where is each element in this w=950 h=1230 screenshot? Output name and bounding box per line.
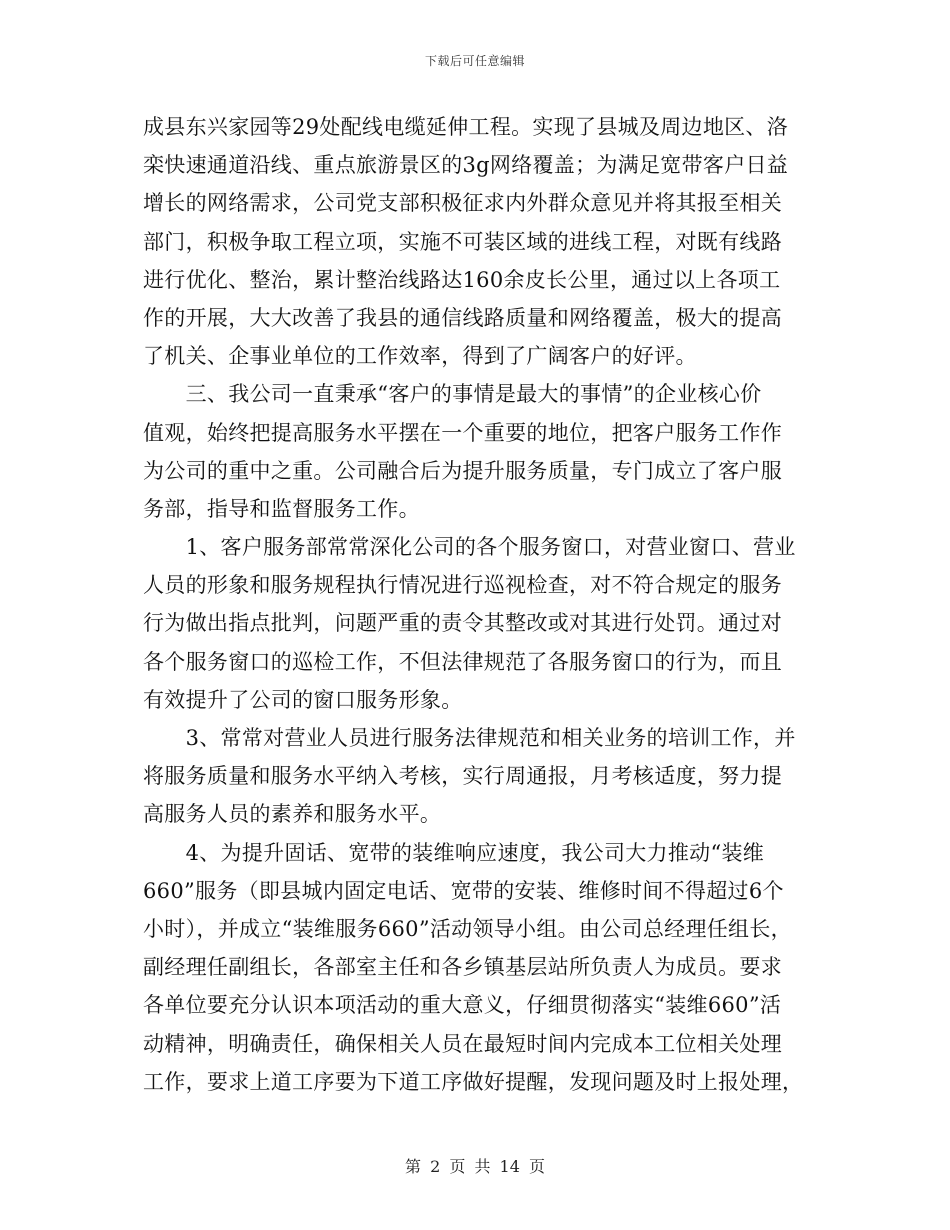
text-line: 4、为提升固话、宽带的装维响应速度，我公司大力推动“装维: [143, 840, 765, 865]
text-line: 1、客户服务部常常深化公司的各个服务窗口，对营业窗口、营业: [143, 535, 796, 560]
text-line: 人员的形象和服务规程执行情况进行巡视检查，对不符合规定的服务: [143, 573, 782, 598]
text-line: 动精神，明确责任，确保相关人员在最短时间内完成本工位相关处理: [143, 1031, 782, 1056]
text-line: 660”服务（即县城内固定电话、宽带的安装、维修时间不得超过6个: [143, 878, 784, 903]
text-line: 工作，要求上道工序要为下道工序做好提醒，发现问题及时上报处理，: [143, 1069, 804, 1094]
text-line: 增长的网络需求，公司党支部积极征求内外群众意见并将其报至相关: [143, 191, 782, 216]
text-line: 栾快速通道沿线、重点旅游景区的3g网络覆盖；为满足宽带客户日益: [143, 153, 789, 178]
text-line: 各单位要充分认识本项活动的重大意义，仔细贯彻落实“装维660”活: [143, 993, 782, 1018]
text-line: 行为做出指点批判，问题严重的责令其整改或对其进行处罚。通过对: [143, 611, 782, 636]
page-header: 下载后可任意编辑: [424, 54, 525, 68]
text-line: 副经理任副组长，各部室主任和各乡镇基层站所负责人为成员。要求: [143, 955, 782, 980]
text-line: 值观，始终把提高服务水平摆在一个重要的地位，把客户服务工作作: [143, 420, 782, 445]
body-text: [143, 108, 819, 1101]
page-number-footer: 第 2 页 共 14 页: [405, 1157, 545, 1176]
text-line: 小时），并成立“装维服务660”活动领导小组。由公司总经理任组长，: [143, 916, 792, 941]
text-line: 有效提升了公司的窗口服务形象。: [143, 687, 463, 712]
text-line: 各个服务窗口的巡检工作，不但法律规范了各服务窗口的行为，而且: [143, 649, 782, 674]
text-line: 3、常常对营业人员进行服务法律规范和相关业务的培训工作，并: [143, 726, 796, 750]
text-line: 作的开展，大大改善了我县的通信线路质量和网络覆盖，极大的提高: [143, 305, 782, 330]
text-line: 了机关、企事业单位的工作效率，得到了广阔客户的好评。: [143, 344, 697, 369]
text-line: 进行优化、整治，累计整治线路达160余皮长公里，通过以上各项工: [143, 267, 781, 292]
text-line: 成县东兴家园等29处配线电缆延伸工程。实现了县城及周边地区、洛: [143, 115, 789, 139]
text-line: 高服务人员的素养和服务水平。: [143, 802, 442, 827]
text-line: 为公司的重中之重。公司融合后为提升服务质量，专门成立了客户服: [143, 458, 782, 483]
text-line: 三、我公司一直秉承“客户的事情是最大的事情”的企业核心价: [143, 382, 762, 407]
text-line: 将服务质量和服务水平纳入考核，实行周通报，月考核适度，努力提: [143, 764, 782, 789]
text-line: 务部，指导和监督服务工作。: [143, 496, 420, 521]
text-line: 部门，积极争取工程立项，实施不可装区域的进线工程，对既有线路: [143, 229, 782, 254]
